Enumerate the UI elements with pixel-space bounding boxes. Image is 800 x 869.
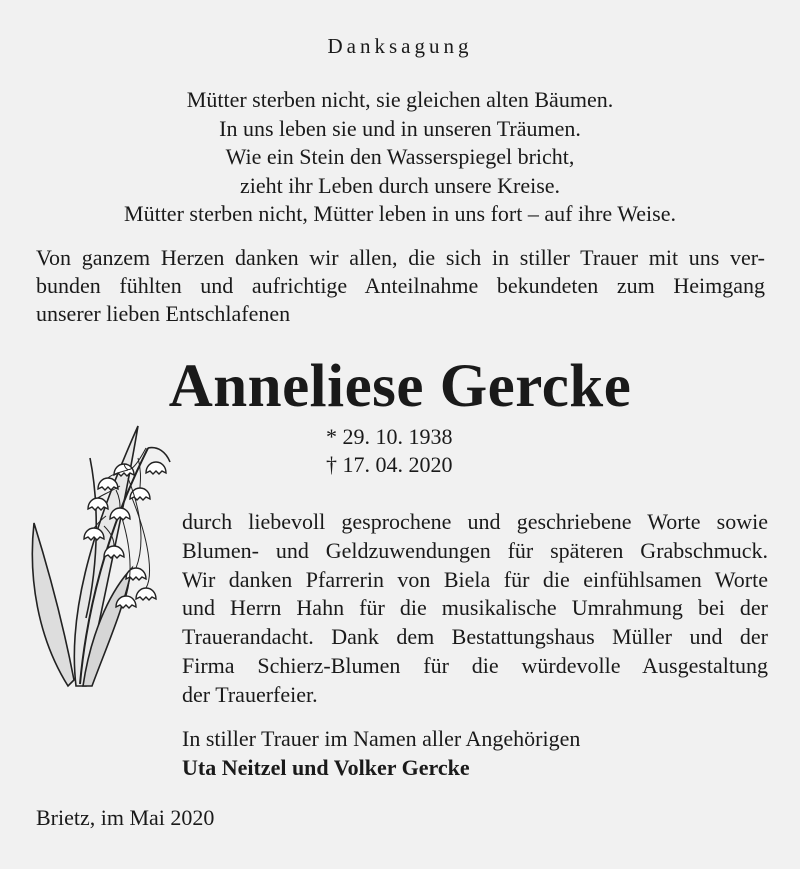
intro-paragraph — [36, 244, 765, 328]
signatories: Uta Neitzel und Volker Gercke — [182, 755, 470, 780]
thanks-line: der Trauerfeier. — [182, 681, 318, 707]
thanks-line: und Herrn Hahn für die musikalische Umrahmung bei der — [182, 595, 768, 621]
intro-line: Von ganzem Herzen danken wir allen, die sich in stiller Trauer mit uns ver- — [36, 245, 765, 270]
poem-line: Wie ein Stein den Wasserspiegel bricht, — [225, 144, 575, 169]
poem-line: Mütter sterben nicht, Mütter leben in uns fort – auf ihre Weise. — [124, 201, 676, 226]
thanks-line: Trauerandacht. Dank dem Bestattungshaus Müller und der — [182, 624, 768, 650]
closing-line: In stiller Trauer im Namen aller Angehörigen — [182, 726, 581, 751]
thanks-paragraph — [182, 508, 768, 710]
intro-line: unserer lieben Entschlafenen — [36, 301, 291, 326]
thanks-line: Wir danken Pfarrerin von Biela für die einfühlsamen Worte — [182, 566, 768, 592]
poem-line: zieht ihr Leben durch unsere Kreise. — [239, 172, 561, 198]
lily-of-the-valley-icon — [28, 418, 178, 688]
notice-title: Danksagung — [327, 34, 473, 58]
poem-line: In uns leben sie und in unseren Träumen. — [219, 115, 581, 141]
thanks-line: Blumen- und Geldzuwendungen für späteren Grabschmuck. — [182, 537, 768, 563]
closing — [182, 724, 580, 782]
thanks-line: Firma Schierz-Blumen für die würdevolle Ausgestaltung — [182, 652, 768, 678]
poem — [0, 86, 800, 229]
life-dates — [326, 423, 453, 479]
deceased-name: Anneliese Gercke — [168, 353, 632, 420]
intro-line: bunden fühlten und aufrichtige Anteilnahme bekundeten zum Heimgang — [36, 273, 765, 298]
death-date: † 17. 04. 2020 — [326, 452, 453, 477]
poem-line: Mütter sterben nicht, sie gleichen alten Bäumen. — [186, 87, 614, 112]
thanks-line: durch liebevoll gesprochene und geschriebene Worte sowie — [182, 509, 768, 534]
birth-date: * 29. 10. 1938 — [326, 424, 453, 449]
place-date: Brietz, im Mai 2020 — [36, 805, 215, 830]
